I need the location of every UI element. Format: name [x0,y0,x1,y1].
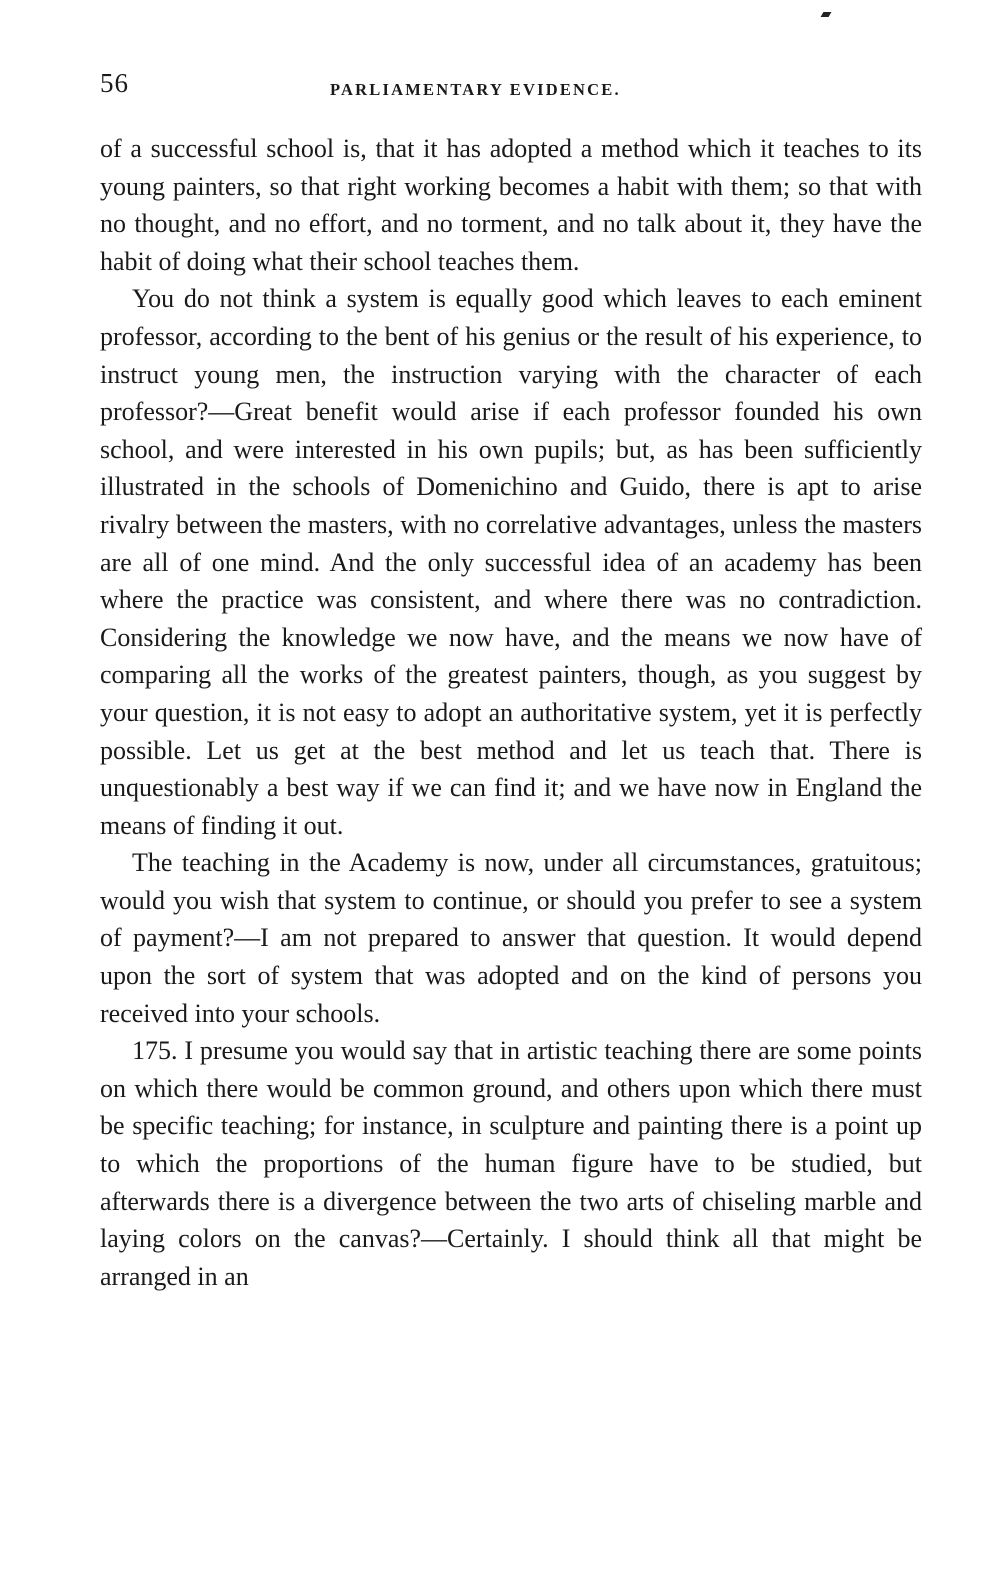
paragraph-system-question: You do not think a system is equally good which leaves to each eminent professor, according to the bent of his genius or the result of his experience, to instruct young men, the instruction varying with the character of each professor?—Great benefit would arise if each professor founded his own school, and were interested in his own pupils; but, as has been sufficiently illustrated in the schools of Domenichino and Guido, there is apt to arise rivalry between the masters, with no correlative advantages, unless the masters are all of one mind. And the only successful idea of an academy has been where the practice was consistent, and where there was no contradiction. Considering the knowledge we now have, and the means we now have of comparing all the works of the greatest painters, though, as you suggest by your question, it is not easy to adopt an authoritative system, yet it is perfectly possible. Let us get at the best method and let us teach that. There is unquestionably a best way if we can find it; and we have now in England the means of finding it out. [100,284,922,840]
page-header [100,68,922,108]
running-title: PARLIAMENTARY EVIDENCE. [330,80,621,99]
paragraph-continued: of a successful school is, that it has adopted a method which it teaches to its young painters, so that right working becomes a habit with them; so that with no thought, and no effort, and no torment, and no talk about it, they have the habit of doing what their school teaches them. [100,134,922,276]
paragraph-payment-question: The teaching in the Academy is now, under all circumstances, gratuitous; would you wish that system to continue, or should you prefer to see a system of payment?—I am not prepared to answer that question. It would depend upon the sort of system that was adopted and on the kind of persons you received into your schools. [100,848,922,1028]
ink-mark [821,12,832,17]
body-text [100,130,922,1295]
page-number: 56 [100,68,129,98]
paragraph-175: 175. I presume you would say that in artistic teaching there are some points on which there would be common ground, and others upon which there must be specific teaching; for instance, in sculpture and painting there is a point up to which the proportions of the human figure have to be studied, but afterwards there is a divergence between the two arts of chiseling marble and laying colors on the canvas?—Certainly. I should think all that might be arranged in an [100,1036,922,1291]
